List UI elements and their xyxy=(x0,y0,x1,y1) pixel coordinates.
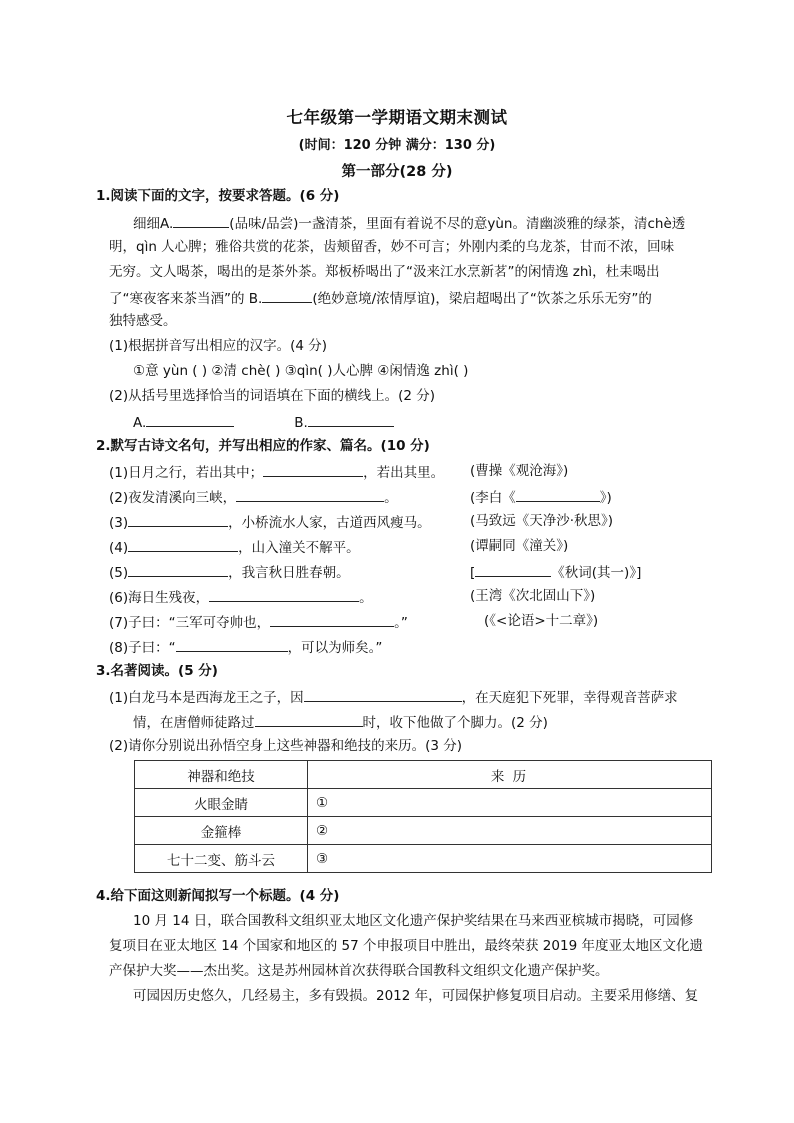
question-4-heading: 4.给下面这则新闻拟写一个标题。(4 分) xyxy=(96,888,340,904)
sub-question-1-cont xyxy=(133,711,548,733)
recite-text: (5) xyxy=(109,565,129,581)
origin-table xyxy=(134,760,712,873)
recite-item xyxy=(109,511,431,533)
table-row xyxy=(135,817,712,845)
answer-blank-a[interactable] xyxy=(146,411,234,427)
recite-text: ，小桥流水人家，古道西风瘦马。 xyxy=(228,515,431,531)
recite-text: ，若出其里。 xyxy=(363,465,445,481)
sub-question-2: (2)从括号里选择恰当的词语填在下面的横线上。(2 分) xyxy=(109,388,436,404)
recite-text: (6)海日生残夜， xyxy=(109,590,210,606)
passage-text: 了“寒夜客来茶当酒”的 B. xyxy=(109,291,263,307)
recite-blank[interactable] xyxy=(128,561,228,577)
recite-blank[interactable] xyxy=(270,611,394,627)
news-line: 可园因历史悠久，几经易主，多有毁损。2012 年，可园保护修复项目启动。主要采用修缮、复 xyxy=(133,988,699,1004)
sub-question-2: (2)请你分别说出孙悟空身上这些神器和绝技的来历。(3 分) xyxy=(109,738,463,754)
recite-source xyxy=(470,486,612,508)
source-text: (李白《 xyxy=(470,490,516,506)
question-1-heading: 1.阅读下面的文字，按要求答题。(6 分) xyxy=(96,188,340,204)
answer-blank[interactable] xyxy=(304,686,462,702)
answer-blank-b[interactable] xyxy=(308,411,394,427)
answer-cell[interactable]: ① xyxy=(308,789,712,817)
question-text: 情，在唐僧师徒路过 xyxy=(133,715,255,731)
recite-blank[interactable] xyxy=(236,486,384,502)
sub-question-1: (1)根据拼音写出相应的汉字。(4 分) xyxy=(109,338,328,354)
pinyin-items[interactable]: ①意 yùn ( ) ②清 chè( ) ③qìn( )人心脾 ④闲情逸 zhì( ) xyxy=(133,363,469,379)
source-text: 》) xyxy=(599,490,612,506)
source-blank[interactable] xyxy=(475,561,551,577)
recite-item xyxy=(109,461,444,483)
table-cell: 火眼金睛 xyxy=(135,789,308,817)
recite-text: (8)子曰：“ xyxy=(109,640,176,656)
passage-line: 无穷。文人喝茶，喝出的是茶外茶。郑板桥喝出了“汲来江水烹新茗”的闲情逸 zhì，杜耒喝出 xyxy=(109,264,660,280)
recite-text: 。 xyxy=(384,490,398,506)
recite-text: ，我言秋日胜春朝。 xyxy=(228,565,350,581)
question-3-heading: 3.名著阅读。(5 分) xyxy=(96,663,218,679)
answer-line xyxy=(133,411,394,433)
passage-text: (品味/品尝)一盏清茶，里面有着说不尽的意yùn。清幽淡雅的绿茶，清chè透 xyxy=(229,216,686,232)
answer-blank[interactable] xyxy=(255,711,363,727)
recite-blank[interactable] xyxy=(128,536,238,552)
recite-blank[interactable] xyxy=(263,461,363,477)
source-text: 《秋词(其一)》] xyxy=(551,565,642,581)
table-row xyxy=(135,789,712,817)
recite-text: (2)夜发清溪向三峡， xyxy=(109,490,237,506)
recite-blank[interactable] xyxy=(128,511,228,527)
exam-info: (时间：120 分钟 满分：130 分) xyxy=(298,138,496,153)
table-header: 来 历 xyxy=(308,761,712,789)
part-heading: 第一部分(28 分) xyxy=(341,164,453,180)
page-title: 七年级第一学期语文期末测试 xyxy=(286,108,508,127)
recite-item xyxy=(109,586,373,608)
table-row xyxy=(135,845,712,873)
answer-cell[interactable]: ② xyxy=(308,817,712,845)
question-text: ，在天庭犯下死罪，幸得观音菩萨求 xyxy=(461,690,678,706)
recite-text: 。 xyxy=(359,590,373,606)
passage-line xyxy=(109,287,652,309)
recite-text: ，可以为师矣。” xyxy=(287,640,383,656)
recite-item xyxy=(109,486,398,508)
recite-text: (7)子曰：“三军可夺帅也， xyxy=(109,615,271,631)
recite-blank[interactable] xyxy=(176,636,288,652)
recite-source: (王湾《次北固山下》) xyxy=(470,588,596,604)
news-line: 10 月 14 日，联合国教科文组织亚太地区文化遗产保护奖结果在马来西亚槟城市揭晓，可园修 xyxy=(133,913,694,929)
recite-item xyxy=(109,636,382,658)
recite-source xyxy=(470,561,641,583)
recite-item xyxy=(109,536,360,558)
recite-item xyxy=(109,561,350,583)
recite-source: (马致远《天净沙·秋思》) xyxy=(470,513,614,529)
recite-text: (3) xyxy=(109,515,129,531)
question-2-heading: 2.默写古诗文名句，并写出相应的作家、篇名。(10 分) xyxy=(96,438,430,454)
question-text: 时，收下他做了个脚力。(2 分) xyxy=(362,715,548,731)
table-header-row xyxy=(135,761,712,789)
recite-text: 。” xyxy=(394,615,408,631)
recite-source: (谭嗣同《潼关》) xyxy=(470,538,569,554)
recite-text: ，山入潼关不解平。 xyxy=(238,540,360,556)
blank-b[interactable] xyxy=(262,287,312,303)
recite-source: (曹操《观沧海》) xyxy=(470,463,569,479)
answer-cell[interactable]: ③ xyxy=(308,845,712,873)
passage-line xyxy=(133,212,685,234)
passage-text: (绝妙意境/浓情厚谊)，梁启超喝出了“饮茶之乐乐无穷”的 xyxy=(312,291,652,307)
table-cell: 金箍棒 xyxy=(135,817,308,845)
source-text: [ xyxy=(470,565,476,581)
news-line: 产保护大奖——杰出奖。这是苏州园林首次获得联合国教科文组织文化遗产保护奖。 xyxy=(109,963,609,979)
blank-a[interactable] xyxy=(173,212,229,228)
passage-line: 明，qìn 人心脾；雅俗共赏的花茶，齿颊留香，妙不可言；外刚内柔的乌龙茶，甘而不浓，回味 xyxy=(109,239,675,255)
question-text: (1)白龙马本是西海龙王之子，因 xyxy=(109,690,304,706)
passage-line: 独特感受。 xyxy=(109,313,177,329)
recite-item xyxy=(109,611,408,633)
table-cell: 七十二变、筋斗云 xyxy=(135,845,308,873)
answer-label-b: B. xyxy=(294,415,308,431)
table-header: 神器和绝技 xyxy=(135,761,308,789)
recite-text: (4) xyxy=(109,540,129,556)
passage-text: 细细A. xyxy=(133,216,174,232)
news-line: 复项目在亚太地区 14 个国家和地区的 57 个申报项目中胜出，最终荣获 2019 年度亚太地区文化遗 xyxy=(109,938,703,954)
recite-text: (1)日月之行，若出其中； xyxy=(109,465,264,481)
answer-label-a: A. xyxy=(133,415,147,431)
recite-blank[interactable] xyxy=(209,586,359,602)
sub-question-1 xyxy=(109,686,678,708)
source-blank[interactable] xyxy=(516,486,600,502)
recite-source: (《<论语>十二章》) xyxy=(484,613,599,629)
